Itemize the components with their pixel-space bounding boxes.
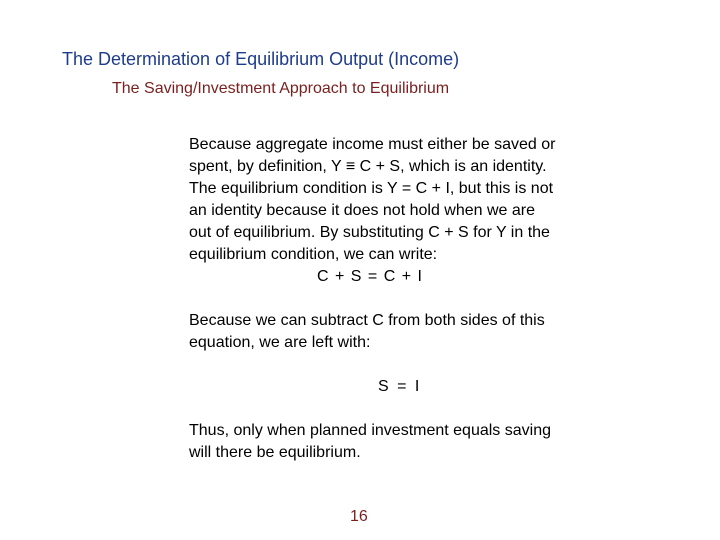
paragraph-3	[189, 420, 629, 464]
paragraph-1-line: Because aggregate income must either be saved or	[189, 136, 556, 153]
paragraph-1-line: spent, by definition, Y ≡ C + S, which is an identity.	[189, 158, 547, 175]
slide-title: The Determination of Equilibrium Output (Income)	[62, 49, 460, 69]
paragraph-1-line: an identity because it does not hold when we are	[189, 202, 536, 219]
equation-saving-consumption: C + S = C + I	[317, 268, 423, 285]
slide-body	[189, 134, 629, 464]
spacer	[189, 288, 629, 310]
paragraph-1-line: The equilibrium condition is Y = C + I, but this is not	[189, 180, 554, 197]
paragraph-1	[189, 134, 629, 266]
paragraph-2-line: Because we can subtract C from both sides of this	[189, 312, 545, 329]
page-number: 16	[350, 508, 368, 525]
paragraph-3-line: Thus, only when planned investment equals saving	[189, 422, 551, 439]
paragraph-3-line: will there be equilibrium.	[189, 444, 361, 461]
paragraph-1-line: out of equilibrium. By substituting C + S for Y in the	[189, 224, 550, 241]
paragraph-1-line: equilibrium condition, we can write:	[189, 246, 438, 263]
spacer	[189, 354, 629, 376]
paragraph-2	[189, 310, 629, 354]
equation-saving-investment: S = I	[378, 378, 422, 395]
paragraph-2-line: equation, we are left with:	[189, 334, 371, 351]
slide-subtitle: The Saving/Investment Approach to Equilibrium	[112, 80, 450, 97]
spacer	[189, 398, 629, 420]
